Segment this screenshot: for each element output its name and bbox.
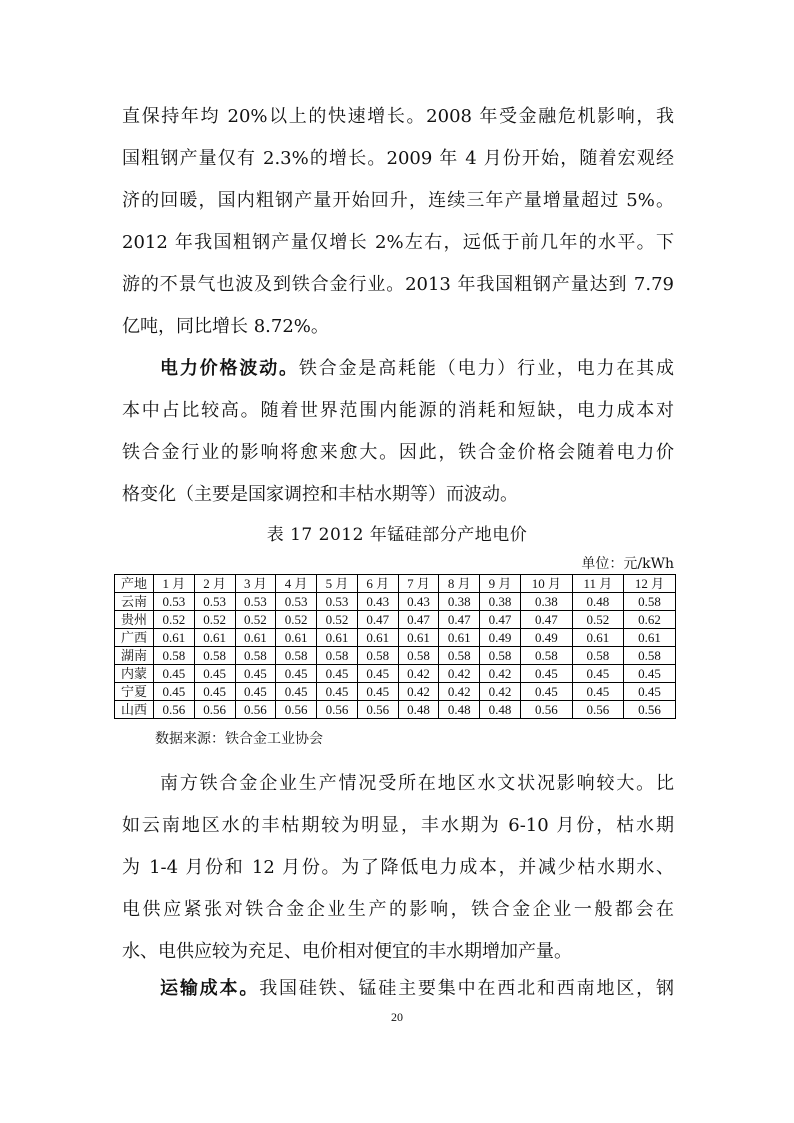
table-header-cell: 12 月	[623, 575, 675, 593]
table-source: 数据来源：铁合金工业协会	[155, 731, 323, 747]
table-cell: 0.56	[520, 701, 572, 719]
table-cell: 0.58	[480, 647, 521, 665]
table-cell: 0.45	[520, 683, 572, 701]
text-line: 如云南地区水的丰枯期较为明显，丰水期为 6-10 月份，枯水期	[122, 815, 674, 836]
table-cell: 0.45	[276, 683, 317, 701]
text-line: 济的回暖，国内粗钢产量开始回升，连续三年产量增量超过 5%。	[122, 190, 674, 211]
table-row	[115, 683, 676, 701]
table-cell: 0.48	[480, 701, 521, 719]
text-line: 格变化（主要是国家调控和丰枯水期等）而波动。	[122, 484, 518, 505]
table-cell: 0.58	[154, 647, 195, 665]
table-cell: 0.45	[520, 665, 572, 683]
table-cell: 0.45	[194, 683, 235, 701]
text-line: 本中占比较高。随着世界范围内能源的消耗和短缺，电力成本对	[122, 400, 674, 421]
table-cell: 0.47	[520, 611, 572, 629]
table-cell: 0.45	[572, 665, 623, 683]
table-cell: 0.47	[357, 611, 398, 629]
table-cell: 0.58	[194, 647, 235, 665]
table-cell: 0.45	[235, 665, 276, 683]
text-line: 铁合金行业的影响将愈来愈大。因此，铁合金价格会随着电力价	[122, 442, 674, 463]
table-cell: 0.45	[623, 683, 675, 701]
table-cell: 贵州	[115, 611, 154, 629]
text-line: 2012 年我国粗钢产量仅增长 2%左右，远低于前几年的水平。下	[122, 232, 674, 253]
table-cell: 0.42	[480, 665, 521, 683]
table-cell: 0.61	[276, 629, 317, 647]
table-cell: 0.45	[154, 683, 195, 701]
table-cell: 0.53	[276, 593, 317, 611]
table-cell: 0.56	[623, 701, 675, 719]
table-cell: 0.45	[154, 665, 195, 683]
table-cell: 0.61	[398, 629, 439, 647]
table-cell: 0.56	[235, 701, 276, 719]
table-cell: 0.45	[572, 683, 623, 701]
table-cell: 0.45	[357, 665, 398, 683]
table-cell: 0.52	[235, 611, 276, 629]
table-cell: 0.56	[317, 701, 358, 719]
table-row	[115, 611, 676, 629]
table-cell: 0.56	[276, 701, 317, 719]
electricity-price-table	[114, 574, 676, 719]
table-cell: 0.56	[572, 701, 623, 719]
table-cell: 0.38	[439, 593, 480, 611]
table-cell: 湖南	[115, 647, 154, 665]
table-cell: 0.42	[398, 683, 439, 701]
table-cell: 0.58	[439, 647, 480, 665]
table-cell: 0.47	[398, 611, 439, 629]
table-cell: 0.52	[276, 611, 317, 629]
text-span: 铁合金是高耗能（电力）行业，电力在其成	[298, 358, 675, 379]
table-cell: 0.58	[276, 647, 317, 665]
page-number: 20	[391, 1010, 403, 1024]
text-line	[122, 348, 674, 390]
table-cell: 0.61	[623, 629, 675, 647]
table-cell: 0.42	[398, 665, 439, 683]
table-cell: 0.42	[439, 683, 480, 701]
table-header-cell: 11 月	[572, 575, 623, 593]
table-cell: 0.45	[317, 665, 358, 683]
table-cell: 0.45	[194, 665, 235, 683]
table-header-cell: 5 月	[317, 575, 358, 593]
table-cell: 0.45	[317, 683, 358, 701]
table-header-row	[115, 575, 676, 593]
table-cell: 0.53	[194, 593, 235, 611]
table-cell: 0.58	[572, 647, 623, 665]
table-header-cell: 4 月	[276, 575, 317, 593]
table-cell: 0.48	[398, 701, 439, 719]
table-header-cell: 10 月	[520, 575, 572, 593]
table-cell: 0.53	[154, 593, 195, 611]
table-cell: 0.52	[572, 611, 623, 629]
table-cell: 山西	[115, 701, 154, 719]
table-header-cell: 2 月	[194, 575, 235, 593]
table-header-cell: 8 月	[439, 575, 480, 593]
table-cell: 0.62	[623, 611, 675, 629]
table-cell: 0.58	[623, 647, 675, 665]
table-cell: 0.61	[235, 629, 276, 647]
table-header-cell: 9 月	[480, 575, 521, 593]
table-cell: 0.56	[154, 701, 195, 719]
paragraph-power-price	[122, 348, 674, 516]
table-cell: 0.58	[357, 647, 398, 665]
text-line: 为 1-4 月份和 12 月份。为了降低电力成本，并减少枯水期水、	[122, 857, 674, 878]
table-cell: 0.38	[520, 593, 572, 611]
table-body	[115, 593, 676, 719]
table-cell: 0.45	[235, 683, 276, 701]
table-cell: 内蒙	[115, 665, 154, 683]
table-cell: 云南	[115, 593, 154, 611]
text-line: 南方铁合金企业生产情况受所在地区水文状况影响较大。比	[160, 773, 674, 794]
text-line: 游的不景气也波及到铁合金行业。2013 年我国粗钢产量达到 7.79	[122, 274, 674, 295]
table-unit: 单位：元/kWh	[581, 556, 674, 572]
text-line: 直保持年均 20%以上的快速增长。2008 年受金融危机影响，我	[122, 106, 674, 127]
text-line: 国粗钢产量仅有 2.3%的增长。2009 年 4 月份开始，随着宏观经	[122, 148, 674, 169]
table-row	[115, 665, 676, 683]
table-cell: 0.48	[439, 701, 480, 719]
paragraph-transport-cost	[122, 968, 674, 1010]
table-caption: 表 17 2012 年锰硅部分产地电价	[266, 525, 528, 545]
table-cell: 0.49	[520, 629, 572, 647]
table-header-cell: 3 月	[235, 575, 276, 593]
table-cell: 0.58	[623, 593, 675, 611]
table-cell: 0.52	[194, 611, 235, 629]
table-header-cell: 7 月	[398, 575, 439, 593]
table-cell: 0.52	[317, 611, 358, 629]
text-line: 电供应紧张对铁合金企业生产的影响，铁合金企业一般都会在	[122, 899, 674, 920]
table-cell: 0.53	[235, 593, 276, 611]
table-row	[115, 629, 676, 647]
table-row	[115, 701, 676, 719]
table-cell: 宁夏	[115, 683, 154, 701]
table-cell: 0.61	[154, 629, 195, 647]
table-cell: 0.58	[317, 647, 358, 665]
table-cell: 0.49	[480, 629, 521, 647]
table-cell: 0.61	[357, 629, 398, 647]
table-cell: 0.43	[357, 593, 398, 611]
table-cell: 0.45	[357, 683, 398, 701]
table-cell: 0.61	[317, 629, 358, 647]
paragraph-steel-output	[122, 96, 674, 348]
table-cell: 0.42	[480, 683, 521, 701]
table-cell: 0.56	[194, 701, 235, 719]
table-row	[115, 593, 676, 611]
table-header-cell: 1 月	[154, 575, 195, 593]
table-cell: 0.47	[480, 611, 521, 629]
table-cell: 0.58	[398, 647, 439, 665]
paragraph-south-production	[122, 763, 674, 973]
table-cell: 0.42	[439, 665, 480, 683]
text-line: 亿吨，同比增长 8.72%。	[122, 316, 329, 337]
table-cell: 0.45	[276, 665, 317, 683]
text-span: 我国硅铁、锰硅主要集中在西北和西南地区，钢	[259, 978, 675, 999]
table-cell: 0.61	[572, 629, 623, 647]
table-header-cell: 6 月	[357, 575, 398, 593]
section-heading-power-price: 电力价格波动。	[160, 358, 299, 379]
table-cell: 0.61	[194, 629, 235, 647]
table-cell: 0.58	[520, 647, 572, 665]
text-line	[122, 968, 674, 1010]
table-cell: 0.52	[154, 611, 195, 629]
table-header-cell: 产地	[115, 575, 154, 593]
table-cell: 0.47	[439, 611, 480, 629]
table-cell: 0.53	[317, 593, 358, 611]
table-cell: 广西	[115, 629, 154, 647]
table-row	[115, 647, 676, 665]
table-cell: 0.61	[439, 629, 480, 647]
text-line: 水、电供应较为充足、电价相对便宜的丰水期增加产量。	[122, 941, 572, 962]
table-cell: 0.48	[572, 593, 623, 611]
table-cell: 0.58	[235, 647, 276, 665]
section-heading-transport-cost: 运输成本。	[160, 978, 260, 999]
table-cell: 0.45	[623, 665, 675, 683]
table-cell: 0.43	[398, 593, 439, 611]
table-cell: 0.38	[480, 593, 521, 611]
table-cell: 0.56	[357, 701, 398, 719]
